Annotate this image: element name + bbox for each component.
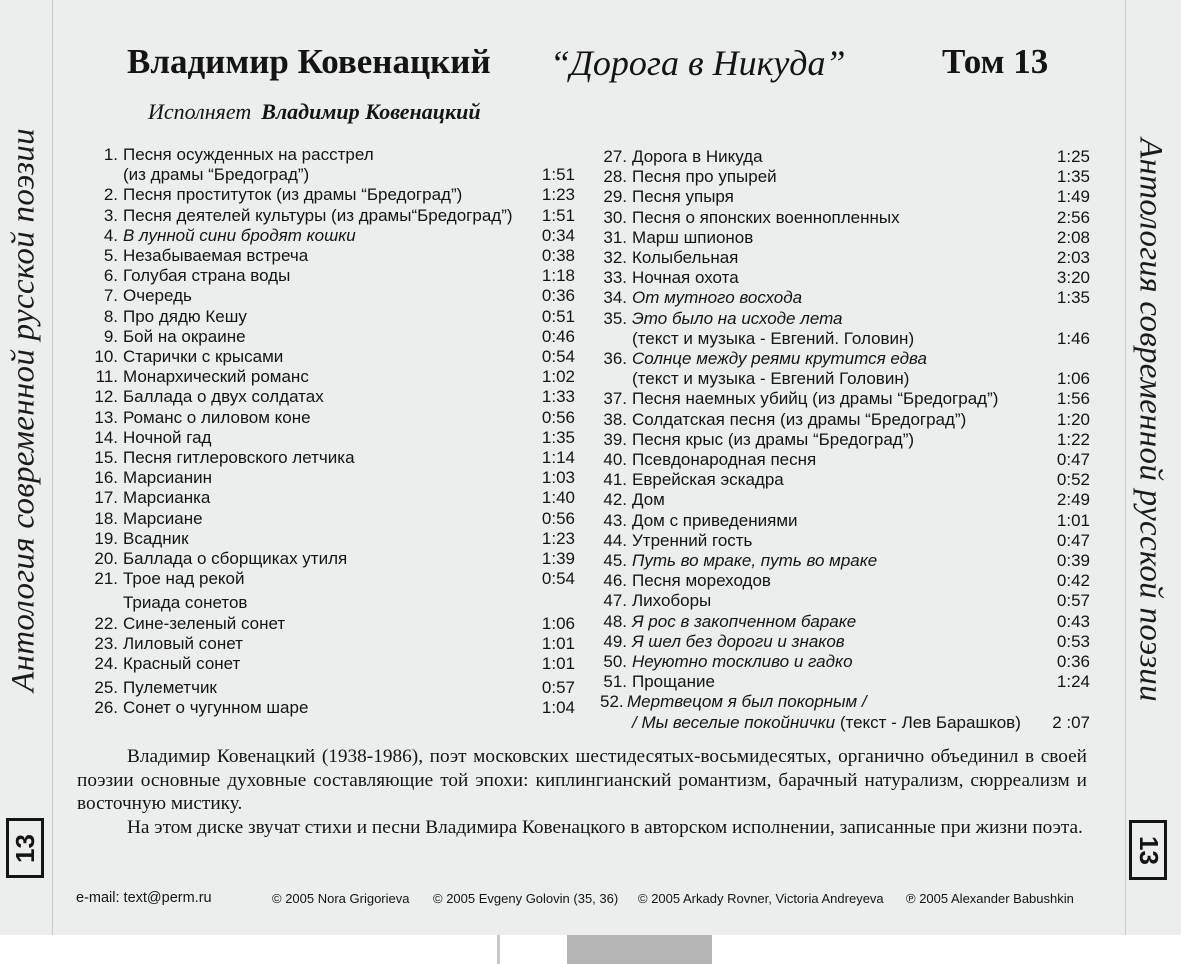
copyright-1: © 2005 Nora Grigorieva [272,891,410,906]
track-number: 19. [94,528,118,548]
biography [77,745,1087,839]
track-duration: 1:04 [541,698,575,718]
track-item [90,488,575,508]
track-item [600,632,1090,652]
tracklist-left [90,145,575,719]
track-duration: 1:51 [541,165,575,185]
track-number: 2. [103,185,118,205]
track-title: Неуютно тоскливо и гадко [632,652,853,672]
track-title: Голубая страна воды [123,266,291,286]
tracklist-right [600,147,1090,733]
track-item [600,309,1090,349]
track-duration: 1:23 [541,185,575,205]
track-duration: 1:01 [541,654,575,674]
track-number: 49. [603,631,627,651]
track-title: Псевдонародная песня [632,450,817,470]
track-duration: 1:25 [1056,147,1090,166]
track-title: Марсианка [123,488,211,508]
track-title: Дорога в Никуда [632,147,763,166]
track-title: Песня о японских военнопленных [632,207,900,227]
track-duration: 3:20 [1056,268,1090,288]
track-number: 36. [603,349,627,369]
track-duration: 1:03 [541,468,575,488]
track-duration: 1:02 [541,367,575,387]
track-duration: 0:36 [541,286,575,306]
track-item [90,226,575,246]
track-number: 44. [603,530,627,550]
track-duration: 0:57 [1056,591,1090,611]
track-number: 5. [103,246,118,266]
track-duration: 1:40 [541,488,575,508]
track-item [600,571,1090,591]
track-item [600,672,1090,692]
track-duration: 0:47 [1056,450,1090,470]
copyright-2: © 2005 Evgeny Golovin (35, 36) [433,891,619,906]
track-duration: 2:56 [1056,207,1090,227]
bio-paragraph-2: На этом диске звучат стихи и песни Владимира Ковенацкого в авторском исполнении, записанные при жизни поэта. [127,816,1083,838]
track-title: Песня крыс (из драмы “Бредоград”) [632,429,915,449]
track-number: 45. [603,551,627,571]
copyright-3: © 2005 Arkady Rovner, Victoria Andreyeva [638,891,884,906]
track-duration: 1:23 [541,528,575,548]
track-number: 42. [603,490,627,510]
track-number: 7. [103,286,118,306]
track-item [90,529,575,549]
spine-volume-badge-right [1129,820,1167,880]
track-title: Колыбельная [632,248,739,268]
track-number: 50. [603,652,627,672]
track-item [90,549,575,569]
track-title: Путь во мраке, путь во мраке [632,551,878,571]
track-title: Песня деятелей культуры (из драмы“Бредоград”) [123,205,513,225]
track-duration: 0:54 [541,569,575,589]
track-item [90,569,575,589]
track-number: 10. [94,347,118,367]
track-title: Всадник [123,528,189,548]
track-title: Утренний гость [632,530,753,550]
track-number: 16. [94,468,118,488]
track-title: Песня наемных убийц (из драмы “Бредоград”) [632,389,999,409]
track-duration: 0:51 [541,306,575,326]
track-duration: 0:39 [1056,551,1090,571]
track-item [90,367,575,387]
track-item [600,612,1090,632]
spine-volume-number: 13 [1133,835,1164,865]
track-item [600,551,1090,571]
track-title: Я шел без дороги и знаков [632,631,845,651]
track-number: 23. [94,633,118,653]
track-number: 32. [603,248,627,268]
track-number: 30. [603,207,627,227]
track-number: 35. [603,308,627,328]
track-item [600,147,1090,167]
track-title: Прощание [632,672,715,692]
track-duration: 0:43 [1056,611,1090,631]
track-duration: 2 :07 [1052,712,1090,732]
track-item [600,268,1090,288]
track-title: Песня гитлеровского летчика [123,448,355,468]
track-title: Старички с крысами [123,347,284,367]
track-duration: 0:46 [541,326,575,346]
track-duration: 0:38 [541,246,575,266]
track-duration: 0:52 [1056,470,1090,490]
track-item [90,185,575,205]
track-item [600,208,1090,228]
track-item [600,167,1090,187]
track-duration: 1:24 [1056,672,1090,692]
track-item [600,349,1090,389]
track-number: 52. [600,692,624,712]
track-title-continued: (из драмы “Бредоград”) [123,165,310,185]
track-duration: 1:18 [541,266,575,286]
performer-label: Исполняет [148,99,252,124]
track-item [90,634,575,654]
title-row [0,40,1181,90]
track-duration: 1:39 [541,549,575,569]
track-item [90,206,575,226]
track-title: Романс о лиловом коне [123,407,311,427]
track-number: 21. [94,569,118,589]
track-item [90,145,575,185]
track-duration: 1:49 [1056,187,1090,207]
spine-title-left: Антология современной русской поэзии [5,128,42,692]
track-item [600,511,1090,531]
track-title: Дом [632,490,665,510]
track-number: 38. [603,409,627,429]
track-duration: 2:03 [1056,248,1090,268]
track-title: Красный сонет [123,654,241,674]
spine-title-right: Антология современной русской поэзии [1132,138,1169,702]
track-number: 29. [603,187,627,207]
track-number: 8. [103,306,118,326]
track-duration: 0:53 [1056,631,1090,651]
track-title: Монархический романс [123,367,309,387]
track-item [90,307,575,327]
volume-title: Том 13 [942,42,1049,81]
track-title: Очередь [123,286,192,306]
track-number: 31. [603,227,627,247]
track-title: Незабываемая встреча [123,246,309,266]
track-number: 48. [603,611,627,631]
track-item [90,509,575,529]
track-number: 22. [94,613,118,633]
track-number: 28. [603,167,627,187]
track-item [600,410,1090,430]
track-group-heading: Триада сонетов [123,593,248,613]
track-duration: 0:56 [541,508,575,528]
track-duration: 1:33 [541,387,575,407]
track-title: Песня про упырей [632,167,777,187]
track-duration: 1:51 [541,205,575,225]
track-duration: 0:34 [541,225,575,245]
track-title: Песня мореходов [632,571,771,591]
track-item [90,614,575,634]
track-title: Песня упыря [632,187,734,207]
scan-mark [497,935,500,964]
track-duration: 0:47 [1056,530,1090,550]
track-title: Лиловый сонет [123,633,243,653]
track-title: Песня осужденных на расстрел [123,145,374,164]
spine-volume-number: 13 [9,833,40,863]
track-item [90,266,575,286]
album-title: “Дорога в Никуда” [550,43,846,83]
track-item [600,389,1090,409]
performer-line [148,99,481,125]
track-number: 37. [603,389,627,409]
track-duration: 2:49 [1056,490,1090,510]
track-title: Бой на окраине [123,326,246,346]
track-duration: 1:35 [541,427,575,447]
track-number: 11. [95,367,118,387]
track-duration: 0:56 [541,407,575,427]
contact-email: e-mail: text@perm.ru [76,890,212,906]
track-number: 6. [103,266,118,286]
track-item [600,187,1090,207]
track-number: 47. [603,591,627,611]
bio-paragraph-1: Владимир Ковенацкий (1938-1986), поэт московских шестидесятых-восьмидесятых, органично объединил в своей поэзии основные духовные составляющие той эпохи: киплингианский романтизм, барачный натурализм, сюрреализм и восточную мистику. [77,746,1087,814]
author-title: Владимир Ковенацкий [127,42,491,81]
track-item [600,248,1090,268]
track-duration: 1:14 [541,448,575,468]
track-number: 46. [603,571,627,591]
track-item [600,450,1090,470]
track-number: 4. [103,225,118,245]
track-number: 20. [94,549,118,569]
track-title: Пулеметчик [123,678,217,698]
track-title: Сине-зеленый сонет [123,613,286,633]
track-title-continued: (текст и музыка - Евгений Головин) [632,369,910,389]
track-number: 24. [94,654,118,674]
track-title: Солнце между реями крутится едва [632,349,927,369]
track-number: 33. [603,268,627,288]
track-duration: 1:46 [1056,328,1090,348]
track-title: В лунной сини бродят кошки [123,225,356,245]
spine-divider-right [1125,0,1126,935]
track-item [90,246,575,266]
track-item [90,408,575,428]
track-duration: 1:01 [1056,510,1090,530]
track-title: Еврейская эскадра [632,470,784,490]
track-item [600,470,1090,490]
track-duration: 0:54 [541,347,575,367]
track-number: 14. [94,427,118,447]
track-item [90,327,575,347]
track-duration: 1:22 [1056,429,1090,449]
track-title: Песня проституток (из драмы “Бредоград”) [123,185,463,205]
track-title: Солдатская песня (из драмы “Бредоград”) [632,409,967,429]
track-duration: 1:06 [1056,369,1090,389]
track-title: Марсиане [123,508,203,528]
track-title: Сонет о чугунном шаре [123,698,309,718]
track-number: 3. [103,205,118,225]
track-title: Мертвецом я был покорным / [627,692,867,712]
track-title: Ночной гад [123,427,212,447]
track-duration: 1:06 [541,613,575,633]
track-title: Лихоборы [632,591,712,611]
spine-divider-left [52,0,53,935]
track-number: 17. [94,488,118,508]
track-title: Это было на исходе лета [632,308,843,328]
track-number: 12. [94,387,118,407]
track-duration: 1:35 [1056,167,1090,187]
track-duration: 1:01 [541,633,575,653]
track-title: Марш шпионов [632,227,754,247]
track-item [600,652,1090,672]
track-number: 51. [603,672,627,692]
copyright-4: ℗ 2005 Alexander Babushkin [906,891,1074,906]
track-item [600,531,1090,551]
track-duration: 1:20 [1056,409,1090,429]
track-item [600,288,1090,308]
track-number: 13. [94,407,118,427]
track-number: 9. [103,326,118,346]
track-number: 1. [103,145,118,164]
track-title: От мутного восхода [632,288,803,308]
scan-tab [567,935,712,964]
track-duration: 0:57 [541,678,575,698]
track-number: 18. [94,508,118,528]
track-title: Ночная охота [632,268,739,288]
track-item [90,347,575,367]
track-52 [600,692,1090,732]
spine-volume-badge-left [6,818,44,878]
track-title: Марсианин [123,468,212,488]
track-duration: 2:08 [1056,227,1090,247]
track-number: 26. [94,698,118,718]
track-duration: 0:42 [1056,571,1090,591]
track-title: Про дядю Кешу [123,306,247,326]
track-item [600,430,1090,450]
track-duration: 1:35 [1056,288,1090,308]
track-number: 34. [603,288,627,308]
track-item [90,387,575,407]
track-item [600,490,1090,510]
track-title-continued: / Мы веселые покойнички (текст - Лев Барашков) [632,712,1021,732]
track-item [90,428,575,448]
track-item [600,228,1090,248]
track-duration: 0:36 [1056,652,1090,672]
track-item [90,468,575,488]
track-title: Я рос в закопченном бараке [632,611,857,631]
performer-name: Владимир Ковенацкий [261,99,481,124]
track-title: Баллада о двух солдатах [123,387,324,407]
track-number: 40. [603,450,627,470]
track-item [90,286,575,306]
track-item [600,591,1090,611]
track-number: 39. [603,429,627,449]
track-number: 43. [603,510,627,530]
track-item [90,698,575,718]
track-item [90,678,575,698]
track-number: 41. [603,470,627,490]
track-title: Баллада о сборщиках утиля [123,549,348,569]
track-number: 25. [94,678,118,698]
track-item [90,654,575,674]
track-title-continued: (текст и музыка - Евгений. Головин) [632,328,915,348]
track-title: Трое над рекой [123,569,245,589]
track-number: 27. [603,147,627,166]
track-item [90,448,575,468]
track-duration: 1:56 [1056,389,1090,409]
track-number: 15. [94,448,118,468]
track-title: Дом с приведениями [632,510,798,530]
